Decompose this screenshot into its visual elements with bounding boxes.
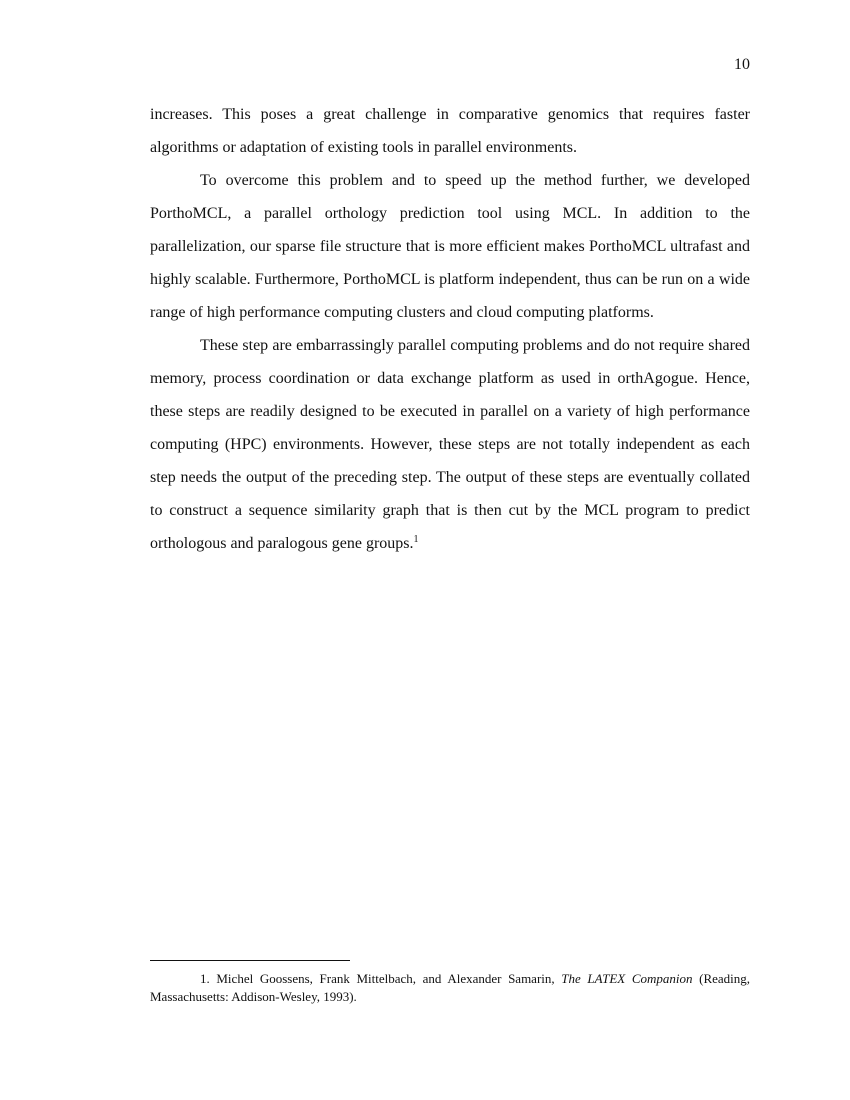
footnote-rule xyxy=(150,960,350,961)
page-number: 10 xyxy=(734,56,750,73)
paragraph-2: To overcome this problem and to speed up the method further, we developed PorthoMCL, a parallel orthology prediction tool using MCL. In addition to the parallelization, our sparse file structure that is more efficient makes PorthoMCL ultrafast and highly scalable. Furthermore, PorthoMCL is platform independent, thus can be run on a wide range of high performance computing clusters and cloud computing platforms. xyxy=(150,172,750,321)
footnote-publication: (Reading, Massachusetts: Addison-Wesley, 1993). xyxy=(150,971,751,1004)
footnote-authors: Michel Goossens, Frank Mittelbach, and Alexander Samarin, xyxy=(216,971,555,986)
paragraph-3 xyxy=(150,329,750,560)
body-text xyxy=(150,98,750,560)
footnote-title: The LATEX Companion xyxy=(561,971,693,986)
paragraph-3-text: These step are embarrassingly parallel computing problems and do not require shared memory, process coordination or data exchange platform as used in orthAgogue. Hence, these steps are readily designed to be executed in parallel on a variety of high performance computing (HPC) environments. However, these steps are not totally independent as each step needs the output of the preceding step. The output of these steps are eventually collated to construct a sequence similarity graph that is then cut by the MCL program to predict orthologous and paralogous gene groups. xyxy=(150,337,750,552)
paragraph-1: increases. This poses a great challenge in comparative genomics that requires faster algorithms or adaptation of existing tools in parallel environments. xyxy=(150,106,750,156)
footnote-marker: 1 xyxy=(413,534,419,545)
footnote xyxy=(150,970,750,1006)
footnote-number: 1. xyxy=(200,971,210,986)
